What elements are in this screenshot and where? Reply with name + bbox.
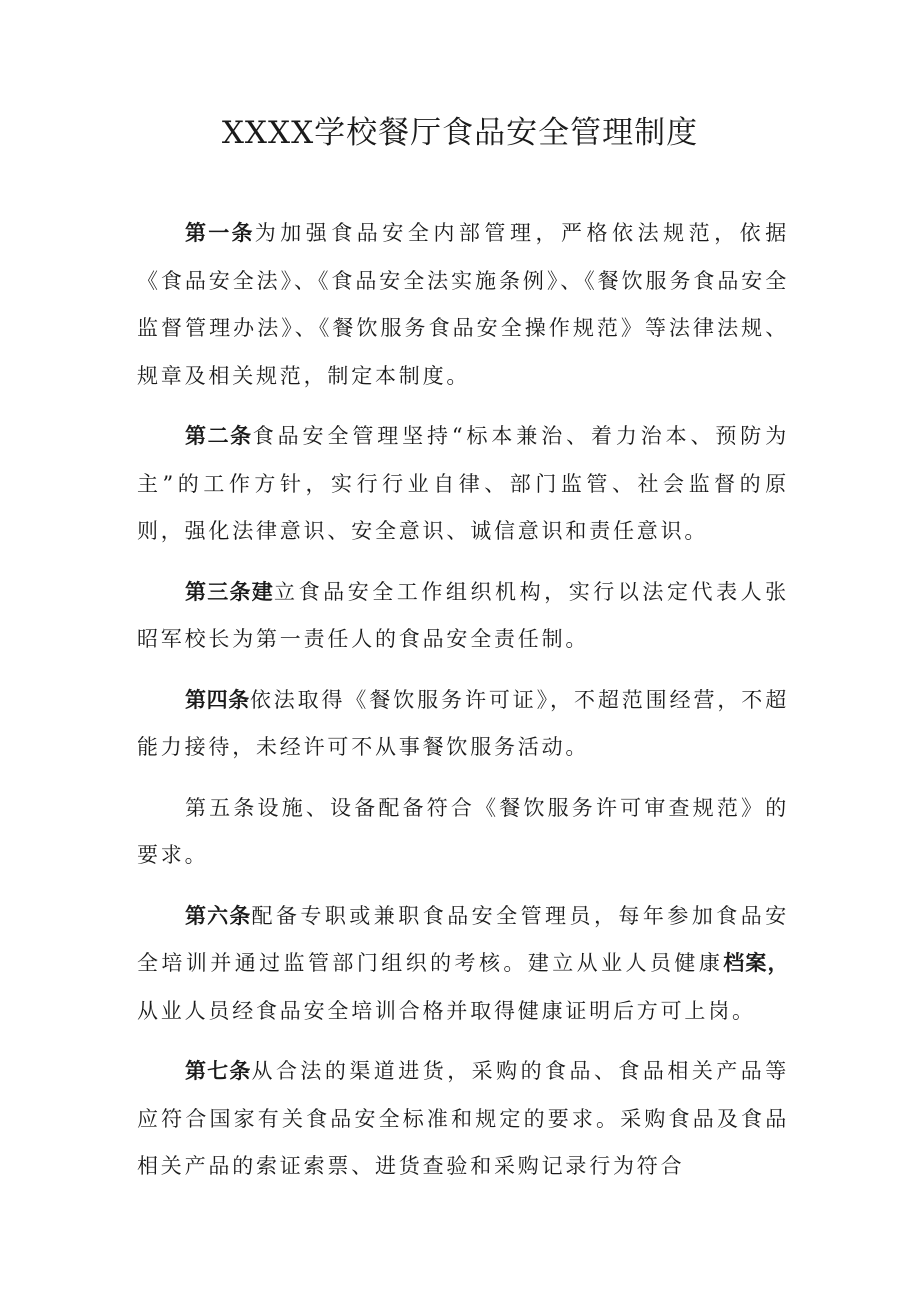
article-4 <box>137 677 789 772</box>
article-3-heading: 第三条建 <box>185 579 275 604</box>
article-5 <box>137 785 789 880</box>
article-4-text: 依法取得《餐饮服务许可证》，不超范围经营，不超能力接待，未经许可不从事餐饮服务活动。 <box>137 687 789 759</box>
article-6-text-after: 从业人员经食品安全培训合格并取得健康证明后方可上岗。 <box>137 998 756 1023</box>
article-5-heading: 第五条 <box>185 795 258 820</box>
article-7-text: 从合法的渠道进货，采购的食品、食品相关产品等应符合国家有关食品安全标准和规定的要求。采购食品及食品相关产品的索证索票、进货查验和采购记录行为符合 <box>137 1059 790 1178</box>
article-2 <box>137 413 789 556</box>
article-4-heading: 第四条 <box>185 687 250 712</box>
article-3-text: 立食品安全工作组织机构，实行以法定代表人张昭军校长为第一责任人的食品安全责任制。 <box>137 579 789 651</box>
article-7-heading: 第七条 <box>185 1059 252 1083</box>
article-1-text: 为加强食品安全内部管理，严格依法规范，依据《食品安全法》、《食品安全法实施条例》、《餐饮服务食品安全监督管理办法》、《餐饮服务食品安全操作规范》等法律法规、规章及相关规范，制定本制度。 <box>137 221 789 388</box>
document-title: XXXX学校餐厅食品安全管理制度 <box>221 115 699 151</box>
article-6 <box>137 893 789 1036</box>
article-7 <box>137 1048 789 1191</box>
article-3 <box>137 569 789 664</box>
article-6-bold-word: 档案， <box>723 951 790 975</box>
article-5-text: 设施、设备配备符合《餐饮服务许可审查规范》的要求。 <box>137 795 789 867</box>
document-body <box>137 210 789 1204</box>
article-6-heading: 第六条 <box>185 903 252 928</box>
article-1-heading: 第一条 <box>185 221 255 245</box>
article-6-text-before: 配备专职或兼职食品安全管理员，每年参加食品安全培训并通过监管部门组织的考核。建立从业人员健康 <box>137 903 790 975</box>
article-2-text: 食品安全管理坚持“标本兼治、着力治本、预防为主”的工作方针，实行行业自律、部门监管、社会监督的原则，强化法律意识、安全意识、诚信意识和责任意识。 <box>137 424 790 543</box>
article-1 <box>137 210 789 400</box>
article-2-heading: 第二条 <box>185 424 253 448</box>
